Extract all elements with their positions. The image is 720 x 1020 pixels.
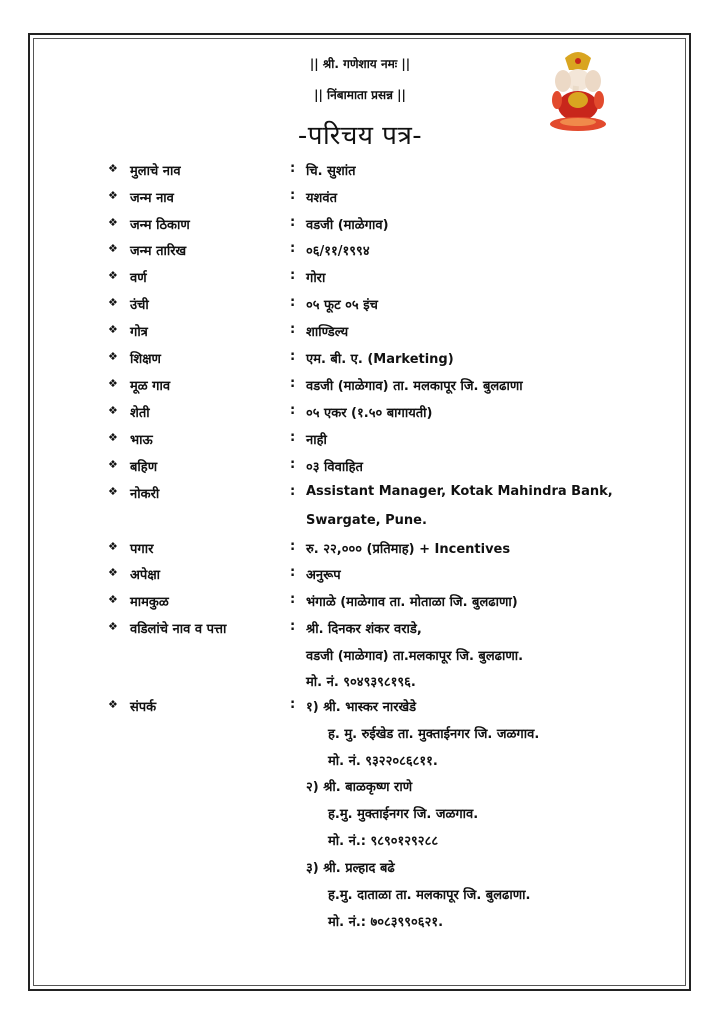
contact-line: मो. नं. ९३२२०८६८११. xyxy=(328,754,438,769)
field-label: जन्म तारिख xyxy=(130,244,187,259)
field-row xyxy=(0,295,720,319)
field-value: शाण्डिल्य xyxy=(306,325,349,340)
field-value: १) श्री. भास्कर नारखेडे xyxy=(306,700,417,715)
diamond-bullet-icon: ❖ xyxy=(108,404,118,417)
field-row xyxy=(0,376,720,400)
field-value-continuation: वडजी (माळेगाव) ता.मलकापूर जि. बुलढाणा. xyxy=(306,649,524,664)
separator-colon: : xyxy=(290,592,296,607)
separator-colon: : xyxy=(290,322,296,337)
blessing-line: || निंबामाता प्रसन्न || xyxy=(314,88,406,102)
field-value: नाही xyxy=(306,433,327,448)
field-label: शेती xyxy=(130,406,150,421)
field-value: ०५ एकर (१.५० बागायती) xyxy=(306,406,433,421)
field-label: गोत्र xyxy=(130,325,148,340)
separator-colon: : xyxy=(290,349,296,364)
separator-colon: : xyxy=(290,403,296,418)
field-row xyxy=(0,619,720,643)
field-row xyxy=(0,539,720,563)
field-value-continuation: Swargate, Pune. xyxy=(306,513,427,528)
field-value: अनुरूप xyxy=(306,568,341,583)
contact-line: मो. नं.: ७०८३९९०६२१. xyxy=(328,915,444,930)
field-label: नोकरी xyxy=(130,487,160,502)
field-label: पगार xyxy=(130,542,154,557)
separator-colon: : xyxy=(290,484,296,499)
contact-line: मो. नं.: ९८९०१२९२८८ xyxy=(328,834,439,849)
separator-colon: : xyxy=(290,539,296,554)
diamond-bullet-icon: ❖ xyxy=(108,698,118,711)
field-row xyxy=(0,484,720,508)
separator-colon: : xyxy=(290,161,296,176)
separator-colon: : xyxy=(290,188,296,203)
field-row xyxy=(0,241,720,265)
field-label: उंची xyxy=(130,298,149,313)
field-label: संपर्क xyxy=(130,700,157,715)
field-value: चि. सुशांत xyxy=(306,164,356,179)
field-value: यशवंत xyxy=(306,191,338,206)
diamond-bullet-icon: ❖ xyxy=(108,216,118,229)
separator-colon: : xyxy=(290,619,296,634)
field-row xyxy=(0,403,720,427)
field-value: गोरा xyxy=(306,271,326,286)
separator-colon: : xyxy=(290,215,296,230)
field-label: अपेक्षा xyxy=(130,568,161,583)
field-label: वर्ण xyxy=(130,271,147,286)
field-row xyxy=(0,268,720,292)
contact-line: ह. मु. रुईखेड ता. मुक्ताईनगर जि. जळगाव. xyxy=(328,727,540,742)
field-value-continuation: मो. नं. ९०४९३९८१९६. xyxy=(306,675,416,690)
diamond-bullet-icon: ❖ xyxy=(108,189,118,202)
field-row xyxy=(0,322,720,346)
field-value: Assistant Manager, Kotak Mahindra Bank, xyxy=(306,484,613,499)
diamond-bullet-icon: ❖ xyxy=(108,350,118,363)
contact-line: ह.मु. मुक्ताईनगर जि. जळगाव. xyxy=(328,807,479,822)
field-row xyxy=(0,349,720,373)
separator-colon: : xyxy=(290,295,296,310)
field-value: ०३ विवाहित xyxy=(306,460,363,475)
field-row xyxy=(0,697,720,721)
field-row xyxy=(0,457,720,481)
field-label: भाऊ xyxy=(130,433,153,448)
diamond-bullet-icon: ❖ xyxy=(108,620,118,633)
separator-colon: : xyxy=(290,430,296,445)
field-label: वडिलांचे नाव व पत्ता xyxy=(130,622,227,637)
field-value: एम. बी. ए. (Marketing) xyxy=(306,352,454,367)
diamond-bullet-icon: ❖ xyxy=(108,485,118,498)
diamond-bullet-icon: ❖ xyxy=(108,431,118,444)
field-label: जन्म नाव xyxy=(130,191,174,206)
separator-colon: : xyxy=(290,565,296,580)
diamond-bullet-icon: ❖ xyxy=(108,593,118,606)
field-label: शिक्षण xyxy=(130,352,161,367)
diamond-bullet-icon: ❖ xyxy=(108,566,118,579)
field-label: मामकुळ xyxy=(130,595,169,610)
field-value: ०५ फूट ०५ इंच xyxy=(306,298,378,313)
field-value: भंगाळे (माळेगाव ता. मोताळा जि. बुलढाणा) xyxy=(306,595,518,610)
page-title: -परिचय पत्र- xyxy=(297,121,423,151)
diamond-bullet-icon: ❖ xyxy=(108,458,118,471)
ganesha-idol-icon xyxy=(545,48,611,134)
field-row xyxy=(0,565,720,589)
field-value: वडजी (माळेगाव) xyxy=(306,218,389,233)
diamond-bullet-icon: ❖ xyxy=(108,540,118,553)
field-value: रु. २२,००० (प्रतिमाह) + Incentives xyxy=(306,542,511,557)
separator-colon: : xyxy=(290,268,296,283)
diamond-bullet-icon: ❖ xyxy=(108,377,118,390)
diamond-bullet-icon: ❖ xyxy=(108,296,118,309)
field-row xyxy=(0,592,720,616)
diamond-bullet-icon: ❖ xyxy=(108,162,118,175)
field-label: बहिण xyxy=(130,460,158,475)
field-row xyxy=(0,161,720,185)
separator-colon: : xyxy=(290,697,296,712)
field-row xyxy=(0,215,720,239)
contact-line: ३) श्री. प्रल्हाद बढे xyxy=(306,861,395,876)
field-row xyxy=(0,188,720,212)
field-label: मुलाचे नाव xyxy=(130,164,181,179)
contact-line: ह.मु. दाताळा ता. मलकापूर जि. बुलढाणा. xyxy=(328,888,531,903)
invocation-line: || श्री. गणेशाय नमः || xyxy=(309,57,411,71)
diamond-bullet-icon: ❖ xyxy=(108,269,118,282)
field-value: वडजी (माळेगाव) ता. मलकापूर जि. बुलढाणा xyxy=(306,379,523,394)
contact-line: २) श्री. बाळकृष्ण राणे xyxy=(306,780,413,795)
field-value: ०६/११/१९९४ xyxy=(306,244,370,259)
field-label: मूळ गाव xyxy=(130,379,171,394)
diamond-bullet-icon: ❖ xyxy=(108,323,118,336)
separator-colon: : xyxy=(290,376,296,391)
field-label: जन्म ठिकाण xyxy=(130,218,190,233)
field-row xyxy=(0,430,720,454)
separator-colon: : xyxy=(290,241,296,256)
diamond-bullet-icon: ❖ xyxy=(108,242,118,255)
field-value: श्री. दिनकर शंकर वराडे, xyxy=(306,622,422,637)
separator-colon: : xyxy=(290,457,296,472)
